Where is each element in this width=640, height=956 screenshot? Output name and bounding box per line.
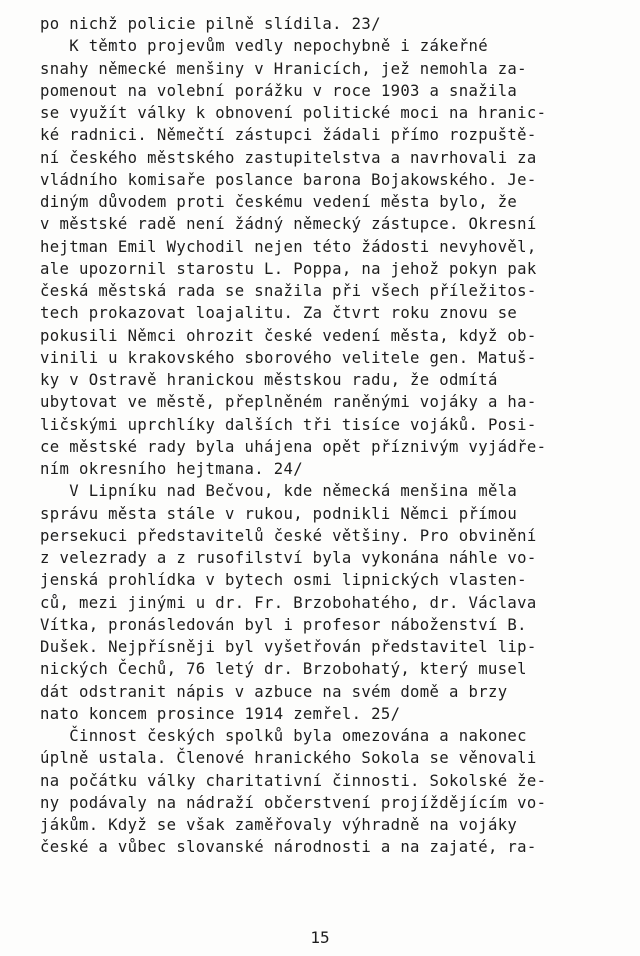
text-line: pokusili Němci ohrozit české vedení města, když ob- — [40, 326, 537, 345]
text-line: ce městské rady byla uhájena opět příznivým vyjádře- — [40, 437, 547, 456]
text-line: tech prokazovat loajalitu. Za čtvrt roku znovu se — [40, 304, 518, 323]
text-line: úplně ustala. Členové hranického Sokola se věnovali — [40, 749, 537, 768]
text-line: v městské radě není žádný německý zástupce. Okresní — [40, 215, 537, 234]
text-line: jenská prohlídka v bytech osmi lipnických vlasten- — [40, 571, 527, 590]
text-line: ky v Ostravě hranickou městskou radu, že odmítá — [40, 371, 498, 389]
text-line: K těmto projevům vedly nepochybně i zákeřné — [40, 37, 488, 56]
text-line: jákům. Když se však zaměřovaly výhradně na vojáky — [40, 816, 518, 834]
text-line: hejtman Emil Wychodil nejen této žádosti nevyhověl, — [40, 237, 537, 256]
text-line: vinili u krakovského sborového velitele gen. Matuš- — [40, 348, 537, 367]
text-line: nických Čechů, 76 letý dr. Brzobohatý, který musel — [40, 660, 527, 679]
text-line: ní českého městského zastupitelstva a navrhovali za — [40, 148, 537, 167]
text-line: pomenout na volební porážku v roce 1903 a snažila — [40, 81, 518, 100]
text-line: ké radnici. Němečtí zástupci žádali přímo rozpuště- — [40, 126, 537, 145]
text-line: V Lipníku nad Bečvou, kde německá menšina měla — [40, 482, 518, 501]
text-line: ců, mezi jinými u dr. Fr. Brzobohatého, dr. Václava — [40, 593, 537, 612]
text-line: nato koncem prosince 1914 zemřel. 25/ — [40, 704, 401, 723]
text-line: ubytovat ve městě, přeplněném raněnými vojáky a ha- — [40, 393, 537, 412]
text-line: ličskými uprchlíky dalších tři tisíce vojáků. Posi- — [40, 415, 537, 434]
page-number: 15 — [310, 928, 330, 947]
text-line: česká městská rada se snažila při všech příležitos- — [40, 282, 537, 300]
text-line: z velezrady a z rusofilství byla vykonána náhle vo- — [40, 549, 537, 567]
text-line: dát odstranit nápis v azbuce na svém domě a brzy — [40, 682, 508, 701]
text-line: se využít války k obnovení politické moci na hranic- — [40, 104, 547, 122]
text-line: ale upozornil starostu L. Poppa, na jehož pokyn pak — [40, 259, 537, 278]
text-line: ny podávaly na nádraží občerstvení projíždějícím vo- — [40, 793, 547, 812]
text-line: na počátku války charitativní činnosti. Sokolské že- — [40, 771, 547, 790]
text-line: Činnost českých spolků byla omezována a nakonec — [40, 727, 527, 745]
text-line: snahy německé menšiny v Hranicích, jež nemohla za- — [40, 59, 527, 78]
text-line: správu města stále v rukou, podnikli Němci přímou — [40, 504, 518, 523]
text-line: vládního komisaře poslance barona Bojakowského. Je- — [40, 170, 537, 189]
text-line: Dušek. Nejpřísněji byl vyšetřován představitel lip- — [40, 638, 537, 656]
text-line: persekuci představitelů české většiny. Pro obvinění — [40, 526, 537, 545]
text-line: české a vůbec slovanské národnosti a na zajaté, ra- — [40, 838, 537, 857]
text-line: po nichž policie pilně slídila. 23/ — [40, 15, 381, 33]
text-line: Vítka, pronásledován byl i profesor náboženství B. — [40, 615, 527, 634]
text-line: ním okresního hejtmana. 24/ — [40, 460, 303, 478]
text-line: diným důvodem proti českému vedení města bylo, že — [40, 193, 518, 211]
